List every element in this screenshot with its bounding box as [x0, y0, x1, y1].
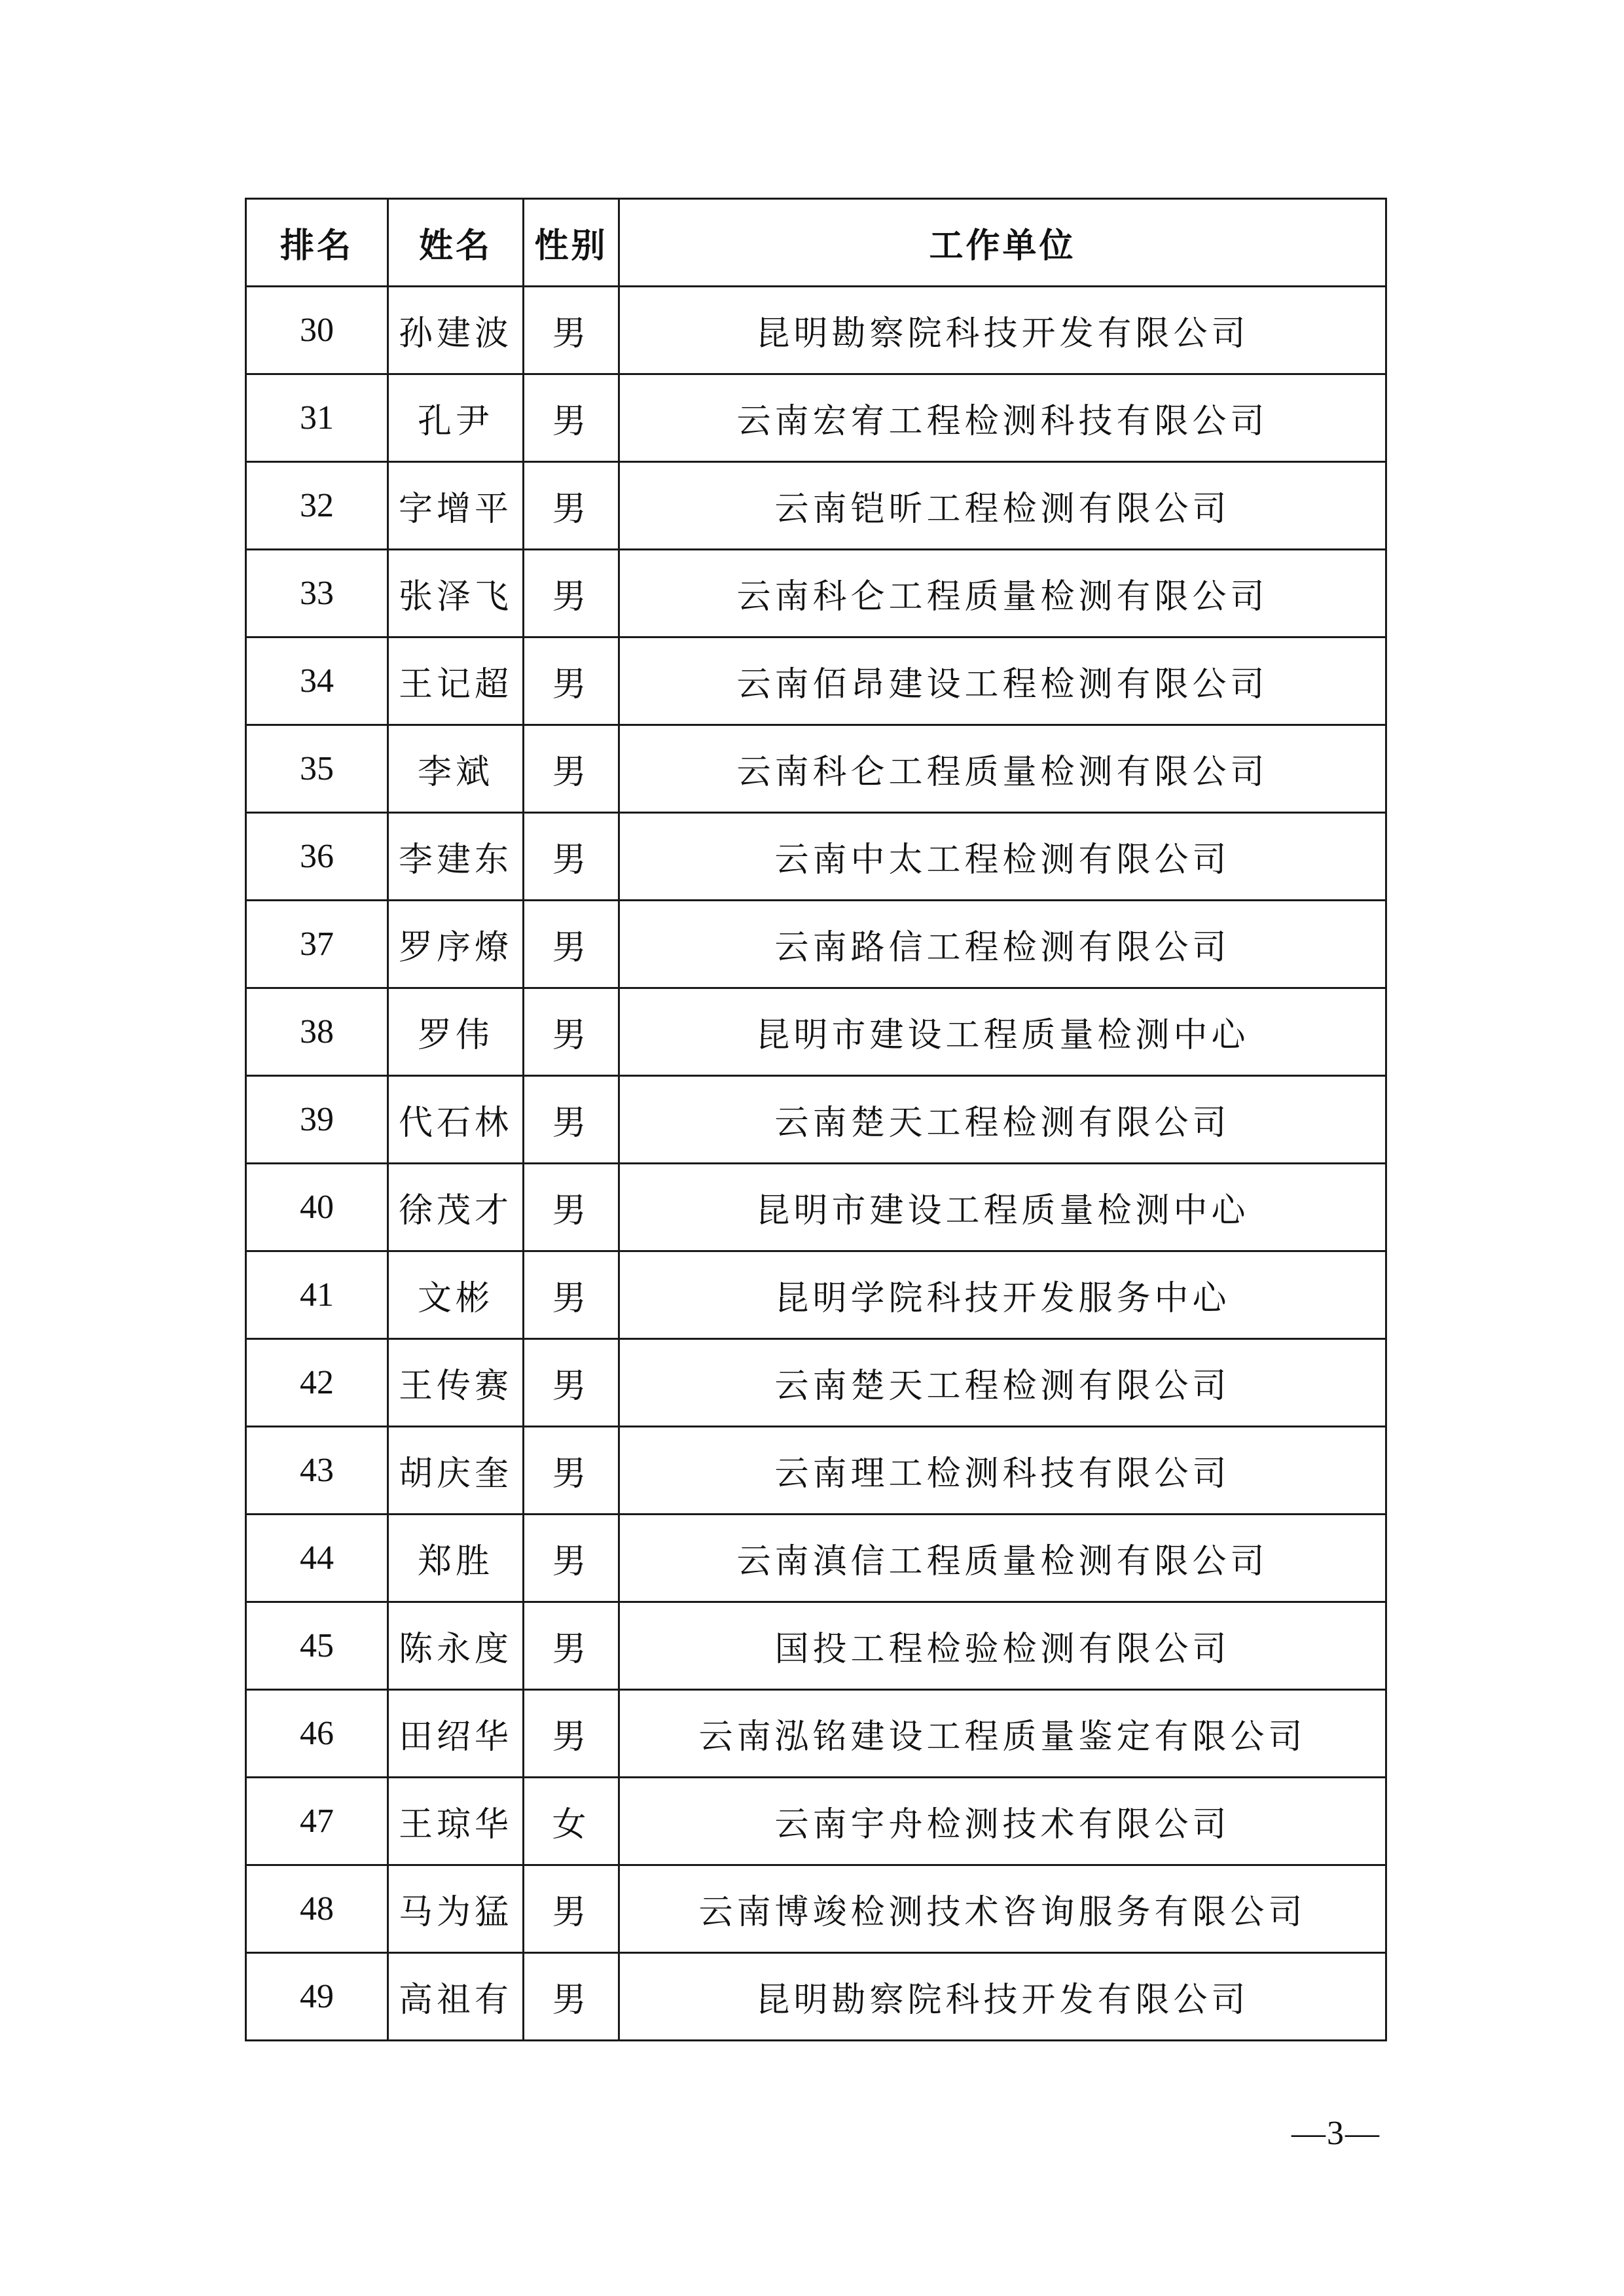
name-cell: 代石林: [388, 1076, 524, 1164]
unit-cell: 云南滇信工程质量检测有限公司: [619, 1515, 1386, 1602]
name-cell: 罗序燎: [388, 901, 524, 988]
name-cell: 胡庆奎: [388, 1427, 524, 1515]
unit-cell: 云南楚天工程检测有限公司: [619, 1339, 1386, 1427]
gender-cell: 男: [524, 462, 619, 550]
rank-cell: 43: [246, 1427, 388, 1515]
gender-cell: 男: [524, 1339, 619, 1427]
gender-cell: 男: [524, 901, 619, 988]
unit-cell: 昆明勘察院科技开发有限公司: [619, 1953, 1386, 2041]
rank-cell: 40: [246, 1164, 388, 1251]
rank-cell: 37: [246, 901, 388, 988]
table-row: [246, 1865, 1386, 1953]
ranking-table: [245, 198, 1387, 2041]
unit-cell: 云南中太工程检测有限公司: [619, 813, 1386, 901]
table-row: [246, 287, 1386, 374]
rank-cell: 32: [246, 462, 388, 550]
header-rank: 排名: [246, 199, 388, 287]
name-cell: 高祖有: [388, 1953, 524, 2041]
gender-cell: 男: [524, 1953, 619, 2041]
name-cell: 郑胜: [388, 1515, 524, 1602]
table-row: [246, 1076, 1386, 1164]
gender-cell: 男: [524, 550, 619, 637]
name-cell: 孔尹: [388, 374, 524, 462]
unit-cell: 云南宏宥工程检测科技有限公司: [619, 374, 1386, 462]
table-row: [246, 637, 1386, 725]
table-row: [246, 1602, 1386, 1690]
gender-cell: 男: [524, 1427, 619, 1515]
gender-cell: 女: [524, 1778, 619, 1865]
name-cell: 张泽飞: [388, 550, 524, 637]
name-cell: 田绍华: [388, 1690, 524, 1778]
name-cell: 孙建波: [388, 287, 524, 374]
name-cell: 李建东: [388, 813, 524, 901]
unit-cell: 云南科仑工程质量检测有限公司: [619, 550, 1386, 637]
table-row: [246, 1690, 1386, 1778]
name-cell: 徐茂才: [388, 1164, 524, 1251]
gender-cell: 男: [524, 988, 619, 1076]
name-cell: 王琼华: [388, 1778, 524, 1865]
rank-cell: 46: [246, 1690, 388, 1778]
name-cell: 字增平: [388, 462, 524, 550]
unit-cell: 云南铠昕工程检测有限公司: [619, 462, 1386, 550]
name-cell: 王传赛: [388, 1339, 524, 1427]
gender-cell: 男: [524, 1865, 619, 1953]
gender-cell: 男: [524, 1164, 619, 1251]
gender-cell: 男: [524, 374, 619, 462]
table-row: [246, 374, 1386, 462]
page-number: —3—: [1291, 2115, 1380, 2152]
table-row: [246, 550, 1386, 637]
rank-cell: 36: [246, 813, 388, 901]
unit-cell: 云南佰昂建设工程检测有限公司: [619, 637, 1386, 725]
rank-cell: 47: [246, 1778, 388, 1865]
gender-cell: 男: [524, 287, 619, 374]
rank-cell: 49: [246, 1953, 388, 2041]
table-row: [246, 988, 1386, 1076]
table-row: [246, 1251, 1386, 1339]
gender-cell: 男: [524, 725, 619, 813]
unit-cell: 昆明学院科技开发服务中心: [619, 1251, 1386, 1339]
unit-cell: 云南楚天工程检测有限公司: [619, 1076, 1386, 1164]
name-cell: 陈永度: [388, 1602, 524, 1690]
table-row: [246, 813, 1386, 901]
table-row: [246, 1778, 1386, 1865]
header-name: 姓名: [388, 199, 524, 287]
unit-cell: 云南理工检测科技有限公司: [619, 1427, 1386, 1515]
table-header-row: [246, 199, 1386, 287]
unit-cell: 云南泓铭建设工程质量鉴定有限公司: [619, 1690, 1386, 1778]
header-unit: 工作单位: [619, 199, 1386, 287]
rank-cell: 42: [246, 1339, 388, 1427]
gender-cell: 男: [524, 1076, 619, 1164]
rank-cell: 30: [246, 287, 388, 374]
name-cell: 李斌: [388, 725, 524, 813]
name-cell: 罗伟: [388, 988, 524, 1076]
rank-cell: 34: [246, 637, 388, 725]
table-row: [246, 462, 1386, 550]
gender-cell: 男: [524, 813, 619, 901]
name-cell: 王记超: [388, 637, 524, 725]
table-row: [246, 901, 1386, 988]
gender-cell: 男: [524, 1690, 619, 1778]
name-cell: 文彬: [388, 1251, 524, 1339]
table-row: [246, 725, 1386, 813]
table-row: [246, 1953, 1386, 2041]
rank-cell: 45: [246, 1602, 388, 1690]
rank-cell: 48: [246, 1865, 388, 1953]
table-row: [246, 1515, 1386, 1602]
gender-cell: 男: [524, 637, 619, 725]
rank-cell: 31: [246, 374, 388, 462]
table-row: [246, 1427, 1386, 1515]
unit-cell: 昆明市建设工程质量检测中心: [619, 1164, 1386, 1251]
unit-cell: 云南博竣检测技术咨询服务有限公司: [619, 1865, 1386, 1953]
gender-cell: 男: [524, 1251, 619, 1339]
table-row: [246, 1339, 1386, 1427]
rank-cell: 33: [246, 550, 388, 637]
unit-cell: 云南路信工程检测有限公司: [619, 901, 1386, 988]
rank-cell: 39: [246, 1076, 388, 1164]
rank-cell: 35: [246, 725, 388, 813]
unit-cell: 云南科仑工程质量检测有限公司: [619, 725, 1386, 813]
name-cell: 马为猛: [388, 1865, 524, 1953]
rank-cell: 44: [246, 1515, 388, 1602]
header-gender: 性别: [524, 199, 619, 287]
rank-cell: 38: [246, 988, 388, 1076]
rank-cell: 41: [246, 1251, 388, 1339]
unit-cell: 云南宇舟检测技术有限公司: [619, 1778, 1386, 1865]
table-row: [246, 1164, 1386, 1251]
gender-cell: 男: [524, 1602, 619, 1690]
unit-cell: 昆明勘察院科技开发有限公司: [619, 287, 1386, 374]
gender-cell: 男: [524, 1515, 619, 1602]
unit-cell: 国投工程检验检测有限公司: [619, 1602, 1386, 1690]
unit-cell: 昆明市建设工程质量检测中心: [619, 988, 1386, 1076]
